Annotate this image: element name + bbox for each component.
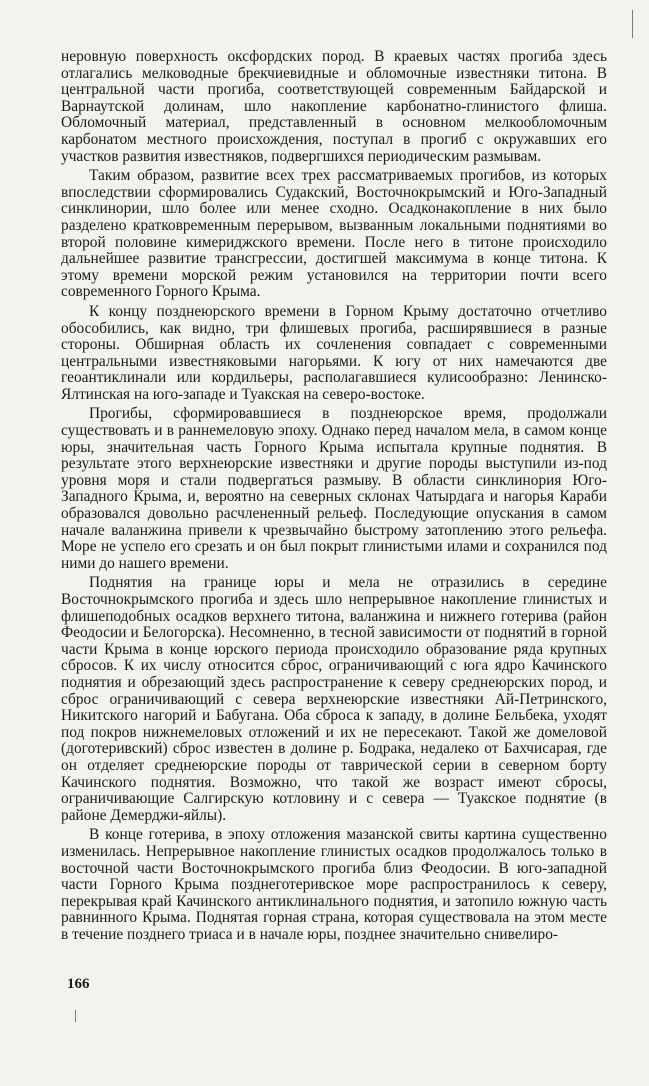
paragraph-2: Таким образом, развитие всех трех рассматриваемых прогибов, из которых впоследствии сформировались Судакский, Восточнокрымский и Юго-Западный синклинории, шло более или менее сходно. Осадконакопление в них было разделено кратковременным перерывом, вызванным локальными поднятиями во второй половине кимериджского времени. После него в титоне происходило дальнейшее развитие трансгрессии, достигшей максимума в конце титона. К этому времени морской режим установился на территории почти всего современного Горного Крыма. xyxy=(61,167,607,301)
body-text xyxy=(61,49,607,943)
margin-scratch-mark xyxy=(75,1010,76,1022)
paragraph-5: Поднятия на границе юры и мела не отразились в середине Восточнокрымского прогиба и здесь шло непрерывное накопление глинистых и флишеподобных осадков верхнего титона, валанжина и нижнего готерива (район Феодосии и Белогорска). Несомненно, в тесной зависимости от поднятий в горной части Крыма в конце юрского периода происходило образование ряда крупных сбросов. К их числу относится сброс, ограничивающий с юга ядро Качинского поднятия и обрезающий здесь распространение к северу среднеюрских пород, и сброс ограничивающий с севера верхнеюрские известняки Ай-Петринского, Никитского нагорий и Бабугана. Оба сброса к западу, в долине Бельбека, уходят под покров нижнемеловых отложений и их не пересекают. Такой же домеловой (доготеривский) сброс известен в долине р. Бодрака, недалеко от Бахчисарая, где он отделяет среднеюрские породы от таврической серии в северном борту Качинского поднятия. Возможно, что такой же возраст имеют сбросы, ограничивающие Салгирскую котловину и с севера — Туакское поднятие (в районе Демерджи-яйлы). xyxy=(61,574,607,824)
paragraph-1: неровную поверхность оксфордских пород. В краевых частях прогиба здесь отлагались мелководные брекчиевидные и обломочные известняки титона. В центральной части прогиба, соответствующей современным Байдарской и Варнаутской долинам, шло накопление карбонатно-глинистого флиша. Обломочный материал, представленный в основном мелкообломочным карбонатом местного происхождения, поступал в прогиб с окружавших его участков развития известняков, подвергшихся периодическим размывам. xyxy=(61,48,607,165)
paragraph-4: Прогибы, сформировавшиеся в позднеюрское время, продолжали существовать и в раннемеловую эпоху. Однако перед началом мела, в самом конце юры, значительная часть Горного Крыма испытала крупные поднятия. В результате этого верхнеюрские известняки и другие породы выступили из-под уровня моря и стали подвергаться размыву. В области синклинория Юго-Западного Крыма, и, вероятно на северных склонах Чатырдага и нагорья Караби образовался довольно расчлененный рельеф. Последующие опускания в самом начале валанжина привели к чрезвычайно быстрому затоплению этого рельефа. Море не успело его срезать и он был покрыт глинистыми илами и сохранился под ними до нашего времени. xyxy=(61,405,607,572)
paragraph-6: В конце готерива, в эпоху отложения мазанской свиты картина существенно изменилась. Непрерывное накопление глинистых осадков продолжалось только в восточной части Восточнокрымского прогиба близ Феодосии. В юго-западной части Горного Крыма позднеготеривское море распространилось к северу, перекрывая край Качинского антиклинального поднятия, и затопило южную часть равнинного Крыма. Поднятая горная страна, которая существовала на этом месте в течение позднего триаса и в начале юры, позднее значительно снивелиро- xyxy=(61,826,607,943)
paragraph-3: К концу позднеюрского времени в Горном Крыму достаточно отчетливо обособились, как видно, три флишевых прогиба, расширявшиеся в разные стороны. Обширная область их сочленения совпадает с современными центральными известняковыми нагорьями. К югу от них намечаются две геоантиклинали или кордильеры, располагавшиеся кулисообразно: Ленинско-Ялтинская на юго-западе и Туакская на северо-востоке. xyxy=(61,302,607,403)
page-number: 166 xyxy=(67,976,90,992)
margin-scratch-mark xyxy=(632,10,633,38)
